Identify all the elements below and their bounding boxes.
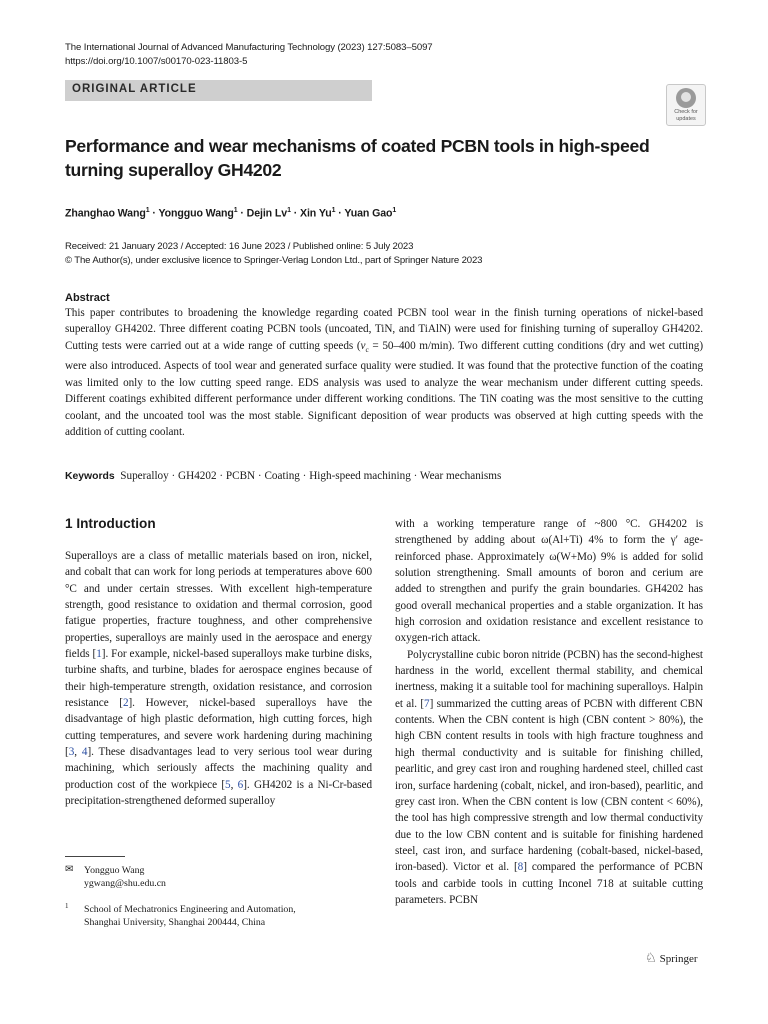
citation-link[interactable]: 3 [68, 746, 75, 759]
abstract-text-part1: This paper contributes to broadening the knowledge regarding coated PCBN tool wear in the finish turning operations of nickel-based superalloy GH4202. Three different coating PCBN tools (uncoated, TiN, and TiAlN) were used for finishing turning of superalloy GH4202. Cutting tests were carried out at a wide range of cutting speeds ( [65, 307, 703, 352]
intro-paragraph-2-continued: with a working temperature range of ~800 °C. GH4202 is strengthened by adding about ω(Al+Ti) 4% to form the γ′ age-reinforced phase. Approximately ω(W+Mo) 9% is added for solid solution strengthening. Small amounts of boron and cerium are added to strengthen and purify the grain boundaries. GH4202 has good overall mechanical properties and a stable organization. It has high corrosion and oxidation resistance and excellent resistance to oxygen-rich attack. [395, 518, 703, 645]
corresponding-author-name: Yongguo Wang [84, 865, 145, 876]
intro-paragraph-pcbn: Polycrystalline cubic boron nitride (PCBN) has the second-highest hardness in the world, excellent thermal stability, and chemical inertness, making it a suitable tool for machining superalloys. Halpin et al. [7] summarized the cutting areas of PCBN with different CBN contents. When the CBN content is high (CBN content > 80%), the high CBN content results in tools with high fracture toughness and high thermal conductivity and is suitable for finishing chilled, pearlitic, and grey cast iron and roughing hardened steel, chilled cast iron, surface hardening (cobalt, nickel, and iron-based), pearlitic, and grey cast iron. When the CBN content is low (CBN content < 60%), the tool has high compressive strength and low thermal conductivity due to the low CBN content and is suitable for finishing hardened steel, cast iron, and surface hardening (cobalt-based, nickel-based, iron-based). Victor et al. [8] compared the performance of PCBN tools and carbide tools in cutting Inconel 718 at suitable cutting parameters. PCBN [395, 648, 703, 906]
author-name[interactable]: Yuan Gao [344, 207, 393, 220]
affiliation-number: 1 [65, 902, 69, 910]
publication-dates: Received: 21 January 2023 / Accepted: 16 June 2023 / Published online: 5 July 2023 [65, 241, 414, 252]
check-for-updates-badge[interactable] [666, 84, 706, 126]
author-separator: · [237, 207, 247, 220]
keywords-list: Superalloy · GH4202 · PCBN · Coating · High-speed machining · Wear mechanisms [120, 470, 502, 482]
abstract-text-part2: = 50–400 m/min). Two different cutting conditions (dry and wet cutting) were also introduced. Aspects of tool wear and generated surface quality were studied. It was found that the protective function of the coating was limited only to the low cutting speed range. EDS analysis was used to analyze the wear mechanism under different cutting speeds. Different coatings exhibited different performance under different working conditions. The TiN coating was the most sensitive to the cutting coolant, and the uncoated tool was the most stable. Significant deposition of wear products was observed at high cutting speeds with the addition of cutting coolant. [65, 339, 703, 439]
cutting-speed-subscript: c [365, 345, 369, 355]
copyright-notice: © The Author(s), under exclusive licence to Springer-Verlag London Ltd., part of Springer Nature 2023 [65, 255, 483, 266]
article-type-banner [65, 80, 372, 101]
author-name[interactable]: Zhanghao Wang [65, 207, 146, 220]
springer-horse-icon: ♘ [645, 950, 657, 965]
citation-link[interactable]: 8 [517, 861, 524, 874]
keywords-row [65, 469, 501, 484]
abstract-text [65, 305, 703, 440]
affiliation-line-2: Shanghai University, Shanghai 200444, China [84, 917, 266, 928]
author-list [65, 204, 396, 221]
abstract-heading: Abstract [65, 292, 110, 304]
section-heading-introduction: 1 Introduction [65, 516, 156, 531]
check-updates-icon [676, 88, 696, 108]
check-updates-line2: updates [676, 116, 696, 122]
citation-link[interactable]: 7 [424, 697, 430, 710]
publisher-logo [645, 950, 698, 967]
citation-link[interactable]: 4 [81, 746, 88, 759]
keywords-label: Keywords [65, 471, 115, 482]
intro-right-column [395, 516, 703, 908]
author-affiliation-mark: 1 [145, 207, 150, 214]
author-affiliation-mark: 1 [287, 207, 291, 214]
author-name[interactable]: Yongguo Wang [158, 207, 234, 220]
journal-citation: The International Journal of Advanced Manufacturing Technology (2023) 127:5083–5097 [65, 42, 433, 53]
publisher-name: Springer [659, 953, 698, 965]
corresponding-author-email[interactable]: ygwang@shu.edu.cn [84, 878, 166, 889]
citation-link[interactable]: 5 [225, 778, 231, 791]
paper-title: Performance and wear mechanisms of coated PCBN tools in high-speed turning superalloy GH4202 [65, 136, 650, 180]
citation-link[interactable]: 6 [237, 778, 244, 791]
footnote-divider [65, 856, 125, 857]
check-updates-line1: Check for [674, 109, 698, 115]
doi-link[interactable]: https://doi.org/10.1007/s00170-023-11803-5 [65, 56, 248, 67]
author-name[interactable]: Dejin Lv [246, 207, 288, 220]
affiliation-line-1: School of Mechatronics Engineering and Automation, [84, 904, 296, 915]
citation-link[interactable]: 1 [96, 648, 102, 661]
author-separator: · [335, 207, 345, 220]
author-affiliation-mark: 1 [233, 207, 238, 214]
intro-left-column: Superalloys are a class of metallic materials based on iron, nickel, and cobalt that can work for long periods at temperatures above 600 °C and under certain stresses. With excellent high-temperature strength, good resistance to oxidation and thermal corrosion, good fatigue properties, fracture toughness, and other comprehensive properties, superalloys are mainly used in the aerospace and energy fields [1]. For example, nickel-based superalloys make turbine disks, turbine shafts, and turbine, blades for aerospace engines because of their high-temperature strength, oxidation resistance, and corrosion resistance [2]. However, nickel-based superalloys have the disadvantage of high plastic deformation, high cutting forces, high cutting temperatures, and severe work hardening during machining [3, 4]. These disadvantages lead to very serious tool wear during machining, which seriously affects the machining quality and production cost of the workpiece [5, 6]. GH4202 is a Ni-Cr-based precipitation-strengthened deformed superalloy [65, 550, 373, 808]
envelope-icon: ✉ [65, 864, 74, 875]
article-type-label: ORIGINAL ARTICLE [72, 83, 197, 95]
author-affiliation-mark: 1 [392, 207, 397, 214]
citation-link[interactable]: 2 [122, 697, 129, 710]
author-affiliation-mark: 1 [331, 207, 336, 214]
author-separator: · [290, 207, 300, 220]
cutting-speed-symbol: v [360, 339, 366, 352]
author-separator: · [149, 207, 159, 220]
author-name[interactable]: Xin Yu [299, 207, 332, 220]
